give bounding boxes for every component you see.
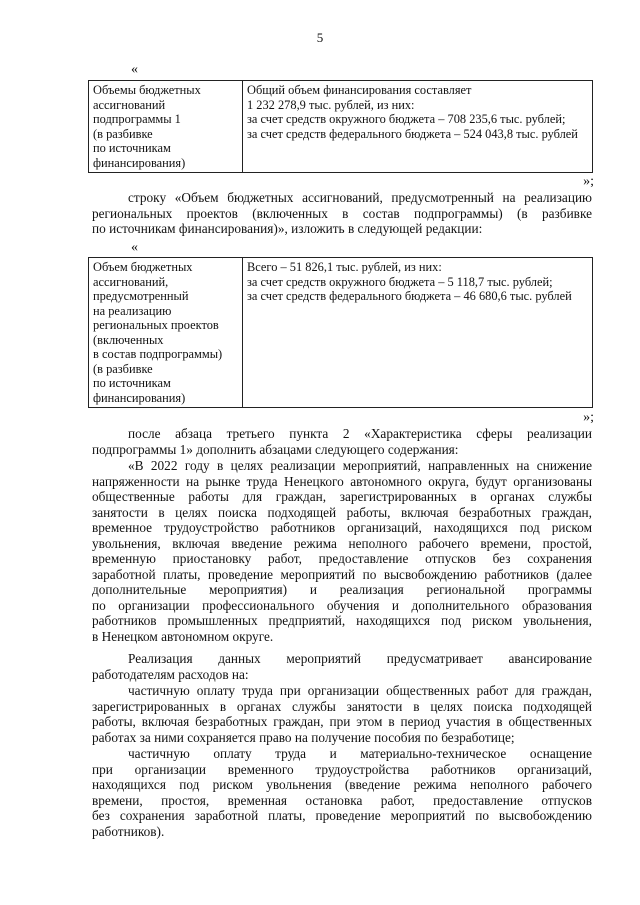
table2-left-line: предусмотренный <box>93 289 189 303</box>
text-line: «В 2022 году в целях реализации мероприятий, направленных на снижение <box>128 458 592 473</box>
opening-quote-2: « <box>131 240 138 255</box>
table2-left-line: на реализацию <box>93 303 172 318</box>
text-line: зарегистрированных в органах службы занятости в целях поиска подходящей <box>92 698 592 714</box>
table2-left-line: ассигнований, <box>93 274 169 289</box>
text-line: в Ненецком автономном округе. <box>92 628 274 644</box>
table1-left-line: подпрограммы 1 <box>93 112 181 126</box>
text-line: работников). <box>92 823 165 839</box>
budget-table-2 <box>88 257 593 408</box>
table2-left-line: по источникам <box>93 376 171 390</box>
table1-right-line: за счет средств окружного бюджета – 708 235,6 тыс. рублей; <box>247 112 566 126</box>
text-line: временную приостановку работ, предоставление отпусков без сохранения <box>92 551 592 566</box>
text-line: работы, включая безработных граждан, при этом в период участия в общественных <box>92 714 592 729</box>
text-line: при организации временного трудоустройства работников организаций, <box>92 761 592 777</box>
text-line: общественные работы для граждан, зарегистрированных в органах службы <box>92 489 592 504</box>
text-line: Реализация данных мероприятий предусматривает авансирование <box>128 651 592 666</box>
text-line: работников промышленных предприятий, находящихся под риском увольнения, <box>92 613 592 628</box>
text-line: строку «Объем бюджетных ассигнований, предусмотренный на реализацию <box>128 190 592 205</box>
text-line: дополнительные мероприятия) и реализация региональной программы <box>92 582 592 597</box>
after-paragraph <box>92 426 592 457</box>
closing-quote-2: »; <box>583 410 594 425</box>
table2-left-line: финансирования) <box>93 390 186 405</box>
text-line: по организации профессионального обучения и дополнительного образования <box>92 597 592 613</box>
table2-left-line: региональных проектов <box>93 318 219 332</box>
table2-left-cell <box>89 258 243 408</box>
text-line: подпрограммы 1» дополнить абзацами следующего содержания: <box>92 441 459 457</box>
page-number: 5 <box>316 30 324 45</box>
text-line: региональных проектов (включенных в состав подпрограммы) (в разбивке <box>92 205 592 221</box>
table1-left-line: ассигнований <box>93 97 166 112</box>
text-line: после абзаца третьего пункта 2 «Характеристика сферы реализации <box>128 426 592 441</box>
text-line: частичную оплату труда при организации общественных работ для граждан, <box>128 683 592 698</box>
text-line: увольнения, включая введение режима неполного рабочего времени, простой, <box>92 535 592 551</box>
instruction-paragraph <box>92 190 592 237</box>
budget-table-1 <box>88 80 593 173</box>
text-line: напряженности на рынке труда Ненецкого автономного округа, будут организованы <box>92 473 592 489</box>
opening-quote-1: « <box>131 62 138 77</box>
table2-left-line: (в разбивке <box>93 361 153 376</box>
table1-left-line: (в разбивке <box>93 126 153 141</box>
text-line: временное трудоустройство работников организаций, находящихся под риском <box>92 520 592 535</box>
text-line: частичную оплату труда и материально-техническое оснащение <box>128 746 592 761</box>
table2-left-line: в состав подпрограммы) <box>93 347 223 361</box>
text-line: по источникам финансирования)», изложить в следующей редакции: <box>92 221 483 236</box>
table2-right-line: за счет средств федерального бюджета – 46 680,6 тыс. рублей <box>247 289 572 303</box>
text-line: работах за ними сохраняется право на получение пособия по безработице; <box>92 729 515 745</box>
text-line: находящихся под риском увольнения (введение режима неполного рабочего <box>92 777 592 792</box>
paragraph-2022 <box>92 458 592 644</box>
partial-payment-paragraph <box>92 683 592 745</box>
text-line: заработной платы, проведение мероприятий по высвобождению работников (далее <box>92 566 592 582</box>
realization-paragraph <box>92 651 592 682</box>
table1-left-line: финансирования) <box>93 155 186 170</box>
closing-quote-1: »; <box>583 174 594 189</box>
text-line: работодателям расходов на: <box>92 666 249 682</box>
material-support-paragraph <box>92 746 592 839</box>
table1-right-line: за счет средств федерального бюджета – 524 043,8 тыс. рублей <box>247 126 578 141</box>
text-line: занятости в целях поиска подходящей работы, включая безработных граждан, <box>92 504 592 520</box>
table1-right-line: 1 232 278,9 тыс. рублей, из них: <box>247 97 415 112</box>
table1-left-line: Объемы бюджетных <box>93 83 201 97</box>
table2-right-line: за счет средств окружного бюджета – 5 118,7 тыс. рублей; <box>247 274 553 289</box>
text-line: времени, простоя, временная остановка работ, предоставление отпусков <box>92 792 592 808</box>
table2-left-line: Объем бюджетных <box>93 260 193 274</box>
table1-left-line: по источникам <box>93 141 171 155</box>
table1-right-cell <box>243 81 593 173</box>
table2-right-line: Всего – 51 826,1 тыс. рублей, из них: <box>247 260 442 274</box>
table1-right-line: Общий объем финансирования составляет <box>247 83 472 97</box>
table2-right-cell <box>243 258 593 408</box>
table2-left-line: (включенных <box>93 332 164 347</box>
table1-left-cell <box>89 81 243 173</box>
text-line: без сохранения заработной платы, проведение мероприятий по высвобождению <box>92 808 592 823</box>
